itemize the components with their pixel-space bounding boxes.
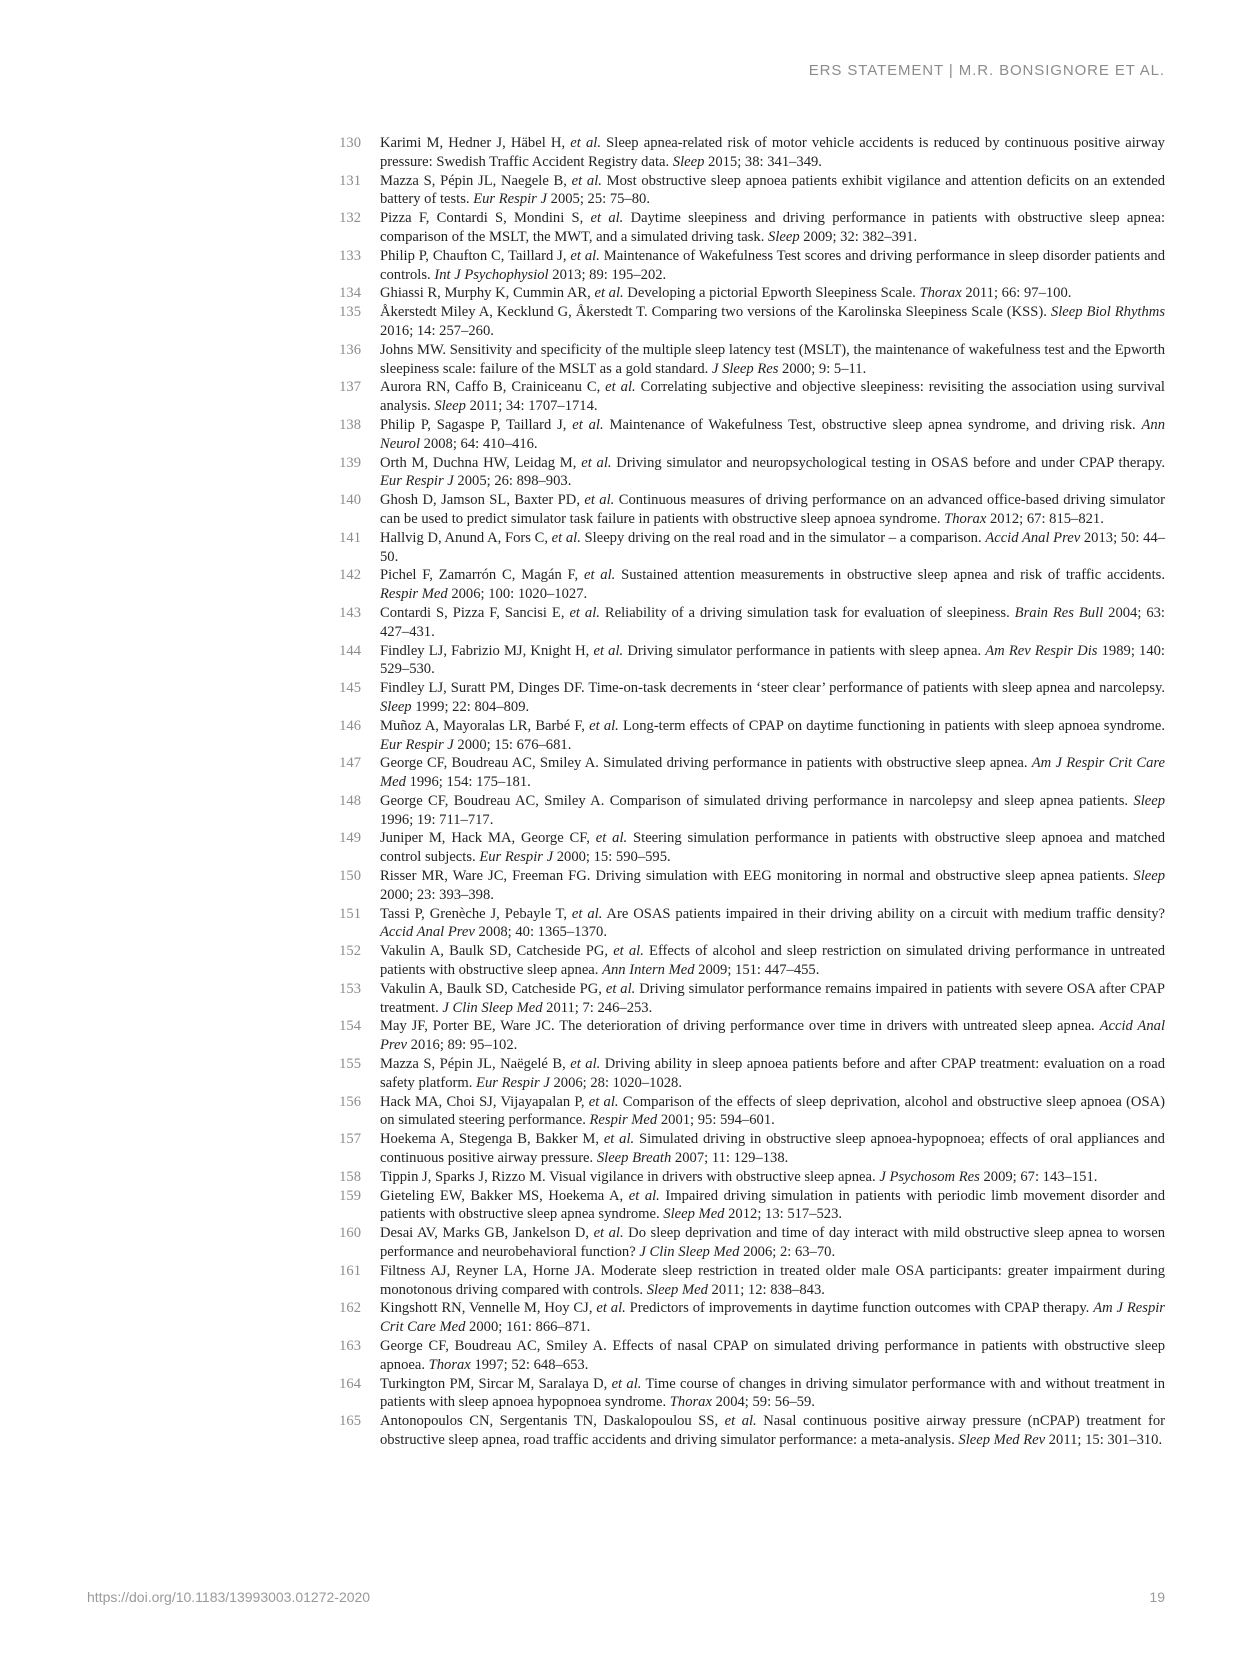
reference-number: 141 <box>339 529 361 546</box>
reference-number: 148 <box>339 792 361 809</box>
reference-number: 152 <box>339 943 361 960</box>
reference-item <box>337 1130 1165 1168</box>
reference-number: 134 <box>339 285 361 302</box>
reference-item <box>337 604 1165 642</box>
reference-number: 158 <box>339 1168 361 1185</box>
reference-item <box>337 1055 1165 1093</box>
reference-item <box>337 529 1165 567</box>
reference-number: 133 <box>339 247 361 264</box>
reference-text: Ghosh D, Jamson SL, Baxter PD, et al. Continuous measures of driving performance on an advanced office-based driving simulator can be used to predict simulator task failure in patients with obstructive sleep apnoea syndrome. Thorax 2012; 67: 815–821. <box>380 492 1165 527</box>
reference-item <box>337 1299 1165 1337</box>
reference-item <box>337 303 1165 341</box>
reference-item <box>337 172 1165 210</box>
reference-text: Desai AV, Marks GB, Jankelson D, et al. Do sleep deprivation and time of day interact with mild obstructive sleep apnea to worsen performance and neurobehavioral function? J Clin Sleep Med 2006; 2: 63–70. <box>380 1225 1166 1261</box>
reference-text: Hallvig D, Anund A, Fors C, et al. Sleepy driving on the real road and in the simulator – a comparison. Accid Anal Prev 2013; 50: 44–50. <box>380 529 1166 565</box>
reference-item <box>337 247 1165 285</box>
reference-number: 163 <box>339 1338 361 1354</box>
reference-text: Pizza F, Contardi S, Mondini S, et al. Daytime sleepiness and driving performance in patients with obstructive sleep apnea: comparison of the MSLT, the MWT, and a simulated driving task. Sleep 2009; 32: 382–391. <box>380 210 1165 245</box>
reference-item <box>337 284 1165 303</box>
reference-text: Ghiassi R, Murphy K, Cummin AR, et al. Developing a pictorial Epworth Sleepiness Scale. Thorax 2011; 66: 97–100. <box>380 285 1072 302</box>
running-head: ERS STATEMENT | M.R. BONSIGNORE ET AL. <box>808 62 1165 79</box>
reference-item <box>337 754 1165 792</box>
reference-item <box>337 416 1165 454</box>
reference-item <box>337 980 1165 1018</box>
reference-item <box>337 1337 1165 1375</box>
reference-text: Hack MA, Choi SJ, Vijayapalan P, et al. Comparison of the effects of sleep deprivation, alcohol and obstructive sleep apnoea (OSA) on simulated steering performance. Respir Med 2001; 95: 594–601. <box>380 1093 1165 1129</box>
reference-text: Vakulin A, Baulk SD, Catcheside PG, et al. Effects of alcohol and sleep restriction on simulated driving performance in untreated patients with obstructive sleep apnea. Ann Intern Med 2009; 151: 447–455. <box>380 943 1165 979</box>
reference-number: 142 <box>339 567 361 584</box>
reference-number: 151 <box>339 905 361 922</box>
reference-item <box>337 1168 1165 1187</box>
reference-item <box>337 905 1165 943</box>
reference-number: 155 <box>339 1056 361 1073</box>
reference-item <box>337 1224 1165 1262</box>
reference-number: 153 <box>339 980 361 997</box>
reference-item <box>337 717 1165 755</box>
reference-text: Philip P, Sagaspe P, Taillard J, et al. Maintenance of Wakefulness Test, obstructive sleep apnea syndrome, and driving risk. Ann Neurol 2008; 64: 410–416. <box>380 416 1165 452</box>
reference-text: Contardi S, Pizza F, Sancisi E, et al. Reliability of a driving simulation task for evaluation of sleepiness. Brain Res Bull 2004; 63: 427–431. <box>380 604 1165 640</box>
reference-text: Gieteling EW, Bakker MS, Hoekema A, et al. Impaired driving simulation in patients with periodic limb movement disorder and patients with obstructive sleep apnea syndrome. Sleep Med 2012; 13: 517–523. <box>380 1187 1165 1223</box>
reference-text: May JF, Porter BE, Ware JC. The deterioration of driving performance over time in drivers with untreated sleep apnea. Accid Anal Prev 2016; 89: 95–102. <box>380 1018 1165 1054</box>
reference-item <box>337 1262 1165 1300</box>
reference-text: Aurora RN, Caffo B, Crainiceanu C, et al. Correlating subjective and objective sleepiness: revisiting the association using survival analysis. Sleep 2011; 34: 1707–1714. <box>380 379 1165 415</box>
reference-item <box>337 454 1165 492</box>
reference-number: 136 <box>339 341 361 358</box>
reference-item <box>337 942 1165 980</box>
reference-item <box>337 867 1165 905</box>
reference-item <box>337 1187 1165 1225</box>
reference-text: Juniper M, Hack MA, George CF, et al. Steering simulation performance in patients with obstructive sleep apnoea and matched control subjects. Eur Respir J 2000; 15: 590–595. <box>380 830 1165 866</box>
reference-item <box>337 679 1165 717</box>
reference-text: Risser MR, Ware JC, Freeman FG. Driving simulation with EEG monitoring in normal and obstructive sleep apnea patients. Sleep 2000; 23: 393–398. <box>380 868 1165 903</box>
reference-item <box>337 491 1165 529</box>
reference-text: Hoekema A, Stegenga B, Bakker M, et al. Simulated driving in obstructive sleep apnoea-hypopnoea; effects of oral appliances and continuous positive airway pressure. Sleep Breath 2007; 11: 129–138. <box>380 1131 1165 1167</box>
reference-list <box>337 134 1165 1450</box>
reference-number: 143 <box>339 604 361 621</box>
reference-text: Filtness AJ, Reyner LA, Horne JA. Moderate sleep restriction in treated older male OSA participants: greater impairment during monotonous driving compared with controls. Sleep Med 2011; 12: 838–843. <box>380 1262 1165 1298</box>
reference-item <box>337 209 1165 247</box>
reference-text: Orth M, Duchna HW, Leidag M, et al. Driving simulator and neuropsychological testing in OSAS before and under CPAP therapy. Eur Respir J 2005; 26: 898–903. <box>380 454 1165 490</box>
reference-text: Antonopoulos CN, Sergentanis TN, Daskalopoulou SS, et al. Nasal continuous positive airway pressure (nCPAP) treatment for obstructive sleep apnea, road traffic accidents and driving simulator performance: a meta-analysis. Sleep Med Rev 2011; 15: 301–310. <box>380 1413 1166 1448</box>
reference-number: 150 <box>339 868 361 885</box>
reference-text: Johns MW. Sensitivity and specificity of the multiple sleep latency test (MSLT), the maintenance of wakefulness test and the Epworth sleepiness scale: failure of the MSLT as a gold standard. J Sleep Res 2000; 9: 5–11. <box>380 341 1165 377</box>
reference-item <box>337 341 1165 379</box>
reference-text: Åkerstedt Miley A, Kecklund G, Åkerstedt T. Comparing two versions of the Karolinska Sleepiness Scale (KSS). Sleep Biol Rhythms 2016; 14: 257–260. <box>380 304 1166 339</box>
reference-item <box>337 1412 1165 1450</box>
reference-number: 161 <box>339 1262 361 1279</box>
reference-text: George CF, Boudreau AC, Smiley A. Comparison of simulated driving performance in narcolepsy and sleep apnea patients. Sleep 1996; 19: 711–717. <box>380 792 1165 828</box>
reference-text: Pichel F, Zamarrón C, Magán F, et al. Sustained attention measurements in obstructive sleep apnea and risk of traffic accidents. Respir Med 2006; 100: 1020–1027. <box>380 567 1165 603</box>
reference-number: 131 <box>339 172 361 189</box>
reference-number: 154 <box>339 1018 361 1035</box>
page-number: 19 <box>1149 1589 1165 1605</box>
reference-text: Muñoz A, Mayoralas LR, Barbé F, et al. Long-term effects of CPAP on daytime functioning in patients with sleep apnoea syndrome. Eur Respir J 2000; 15: 676–681. <box>380 717 1166 753</box>
reference-number: 156 <box>339 1093 361 1110</box>
reference-number: 145 <box>339 680 361 697</box>
reference-number: 146 <box>339 717 361 734</box>
reference-number: 144 <box>339 642 361 659</box>
reference-text: Mazza S, Pépin JL, Naegele B, et al. Most obstructive sleep apnoea patients exhibit vigilance and attention deficits on an extended battery of tests. Eur Respir J 2005; 25: 75–80. <box>380 172 1165 208</box>
reference-number: 130 <box>339 135 361 151</box>
reference-number: 132 <box>339 210 361 227</box>
reference-text: Philip P, Chaufton C, Taillard J, et al. Maintenance of Wakefulness Test scores and driving performance in sleep disorder patients and controls. Int J Psychophysiol 2013; 89: 195–202. <box>380 247 1166 283</box>
reference-item <box>337 134 1165 172</box>
reference-item <box>337 792 1165 830</box>
reference-text: Karimi M, Hedner J, Häbel H, et al. Sleep apnea-related risk of motor vehicle accidents is reduced by continuous positive airway pressure: Swedish Traffic Accident Registry data. Sleep 2015; 38: 341–349. <box>380 135 1165 170</box>
reference-item <box>337 642 1165 680</box>
reference-item <box>337 378 1165 416</box>
reference-number: 160 <box>339 1225 361 1242</box>
reference-text: George CF, Boudreau AC, Smiley A. Effects of nasal CPAP on simulated driving performance in patients with obstructive sleep apnoea. Thorax 1997; 52: 648–653. <box>380 1338 1165 1373</box>
reference-number: 147 <box>339 755 361 772</box>
reference-text: Mazza S, Pépin JL, Naëgelé B, et al. Driving ability in sleep apnoea patients before and after CPAP treatment: evaluation on a road safety platform. Eur Respir J 2006; 28: 1020–1028. <box>380 1056 1165 1091</box>
reference-number: 138 <box>339 416 361 433</box>
reference-number: 140 <box>339 492 361 509</box>
reference-text: Tippin J, Sparks J, Rizzo M. Visual vigilance in drivers with obstructive sleep apnea. J Psychosom Res 2009; 67: 143–151. <box>380 1168 1098 1185</box>
reference-number: 159 <box>339 1187 361 1204</box>
reference-text: Findley LJ, Fabrizio MJ, Knight H, et al. Driving simulator performance in patients with sleep apnea. Am Rev Respir Dis 1989; 140: 529–530. <box>380 642 1165 678</box>
reference-number: 165 <box>339 1413 361 1430</box>
doi-link: https://doi.org/10.1183/13993003.01272-2020 <box>87 1589 371 1605</box>
reference-text: Findley LJ, Suratt PM, Dinges DF. Time-on-task decrements in ‘steer clear’ performance of patients with sleep apnea and narcolepsy. Sleep 1999; 22: 804–809. <box>380 680 1165 715</box>
reference-item <box>337 566 1165 604</box>
reference-item <box>337 829 1165 867</box>
reference-item <box>337 1093 1165 1131</box>
reference-text: Kingshott RN, Vennelle M, Hoy CJ, et al. Predictors of improvements in daytime function outcomes with CPAP therapy. Am J Respir Crit Care Med 2000; 161: 866–871. <box>380 1300 1165 1336</box>
reference-text: George CF, Boudreau AC, Smiley A. Simulated driving performance in patients with obstructive sleep apnea. Am J Respir Crit Care Med 1996; 154: 175–181. <box>380 755 1166 791</box>
reference-number: 162 <box>339 1300 361 1317</box>
reference-item <box>337 1017 1165 1055</box>
reference-text: Vakulin A, Baulk SD, Catcheside PG, et al. Driving simulator performance remains impaired in patients with severe OSA after CPAP treatment. J Clin Sleep Med 2011; 7: 246–253. <box>380 980 1166 1016</box>
reference-number: 149 <box>339 830 361 847</box>
reference-number: 135 <box>339 304 361 321</box>
reference-text: Tassi P, Grenèche J, Pebayle T, et al. Are OSAS patients impaired in their driving ability on a circuit with medium traffic density? Accid Anal Prev 2008; 40: 1365–1370. <box>380 905 1165 941</box>
reference-text: Turkington PM, Sircar M, Saralaya D, et al. Time course of changes in driving simulator performance with and without treatment in patients with sleep apnoea hypopnoea syndrome. Thorax 2004; 59: 56–59. <box>380 1375 1165 1411</box>
reference-number: 164 <box>339 1375 361 1392</box>
reference-number: 137 <box>339 379 361 396</box>
reference-item <box>337 1375 1165 1413</box>
reference-number: 139 <box>339 454 361 471</box>
reference-number: 157 <box>339 1131 361 1148</box>
